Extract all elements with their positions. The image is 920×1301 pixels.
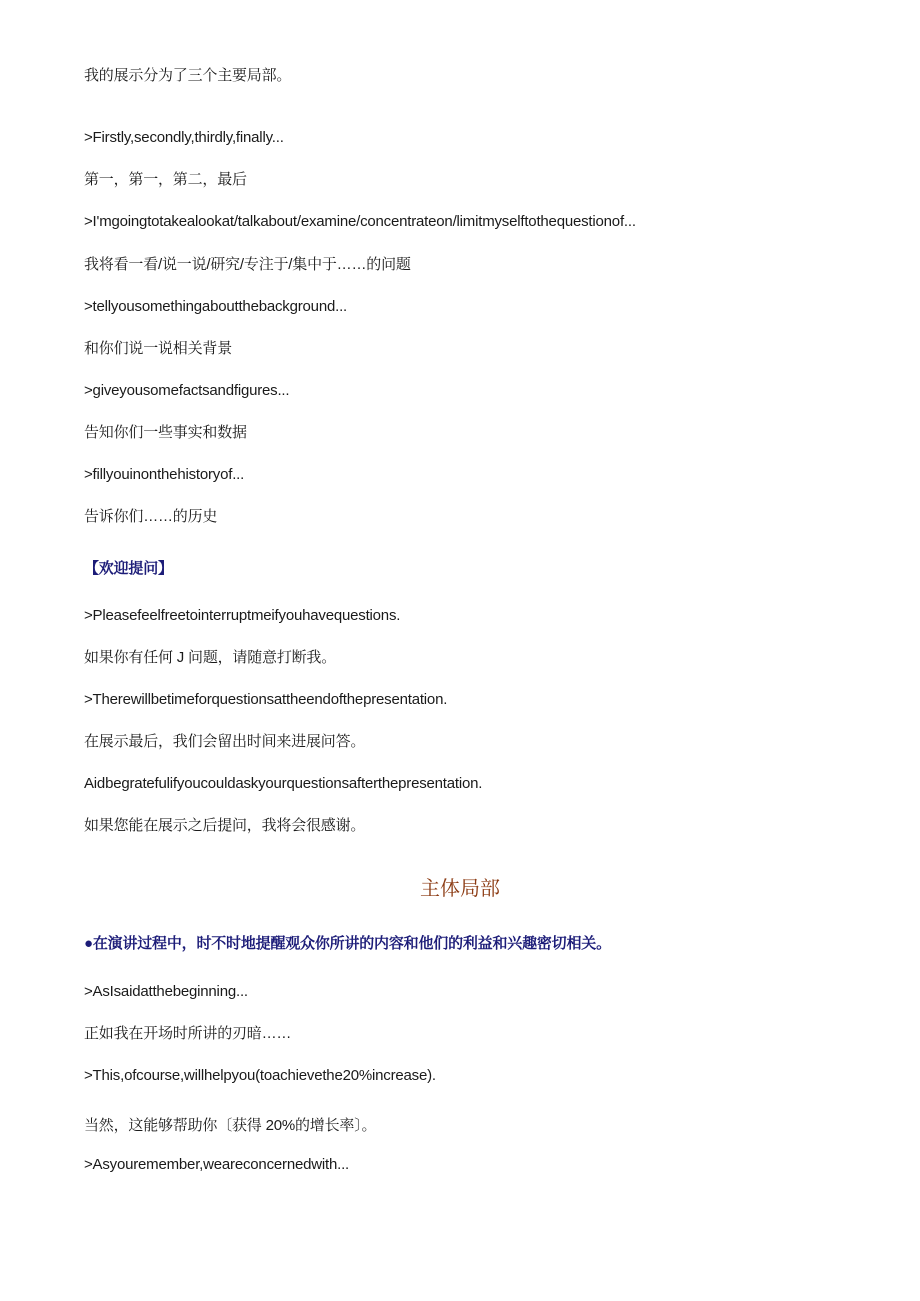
text-line: >AsIsaidatthebeginning... [84,983,248,1000]
text-line: >This,ofcourse,willhelpyou(toachievethe20%increase). [84,1067,436,1084]
text-line: 如果您能在展示之后提问，我将会很感谢。 [84,817,366,834]
text-line: Aidbegratefulifyoucouldaskyourquestionsafterthepresentation. [84,775,483,792]
text-line: 在展示最后，我们会留出时间来进展问答。 [84,733,366,750]
text-line: 我的展示分为了三个主要局部。 [84,67,292,84]
text-line: >giveyousomefactsandfigures... [84,382,290,399]
text-line: >Therewillbetimeforquestionsattheendofthepresentation. [84,691,448,708]
text-line: 我将看一看/说一说/研究/专注于/集中于……的问题 [84,256,411,273]
text-line: 如果你有任何 J 问题，请随意打断我。 [84,649,337,666]
text-line: >I'mgoingtotakealookat/talkabout/examine/concentrateon/limitmyselftothequestionof... [84,213,636,230]
text-line: >Asyouremember,weareconcernedwith... [84,1156,350,1173]
section-title: 主体局部 [420,878,500,900]
text-line: 告知你们一些事实和数据 [84,424,247,441]
bullet-heading: ●在演讲过程中，时不时地提醒观众你所讲的内容和他们的利益和兴趣密切相关。 [84,935,611,952]
text-line: 第一，第一，第二，最后 [84,171,247,188]
welcome-questions-heading: 【欢迎提问】 [84,560,173,577]
text-line: >Firstly,secondly,thirdly,finally... [84,129,284,146]
text-line: 当然，这能够帮助你〔获得 20%的增长率〕。 [84,1117,377,1134]
text-line: >fillyouinonthehistoryof... [84,466,245,483]
text-line: >tellyousomethingaboutthebackground... [84,298,348,315]
text-line: 和你们说一说相关背景 [84,340,233,357]
text-line: 正如我在开场时所讲的刃暗…… [84,1025,292,1042]
text-line: >Pleasefeelfreetointerruptmeifyouhavequestions. [84,607,401,624]
text-line: 告诉你们……的历史 [84,508,218,525]
